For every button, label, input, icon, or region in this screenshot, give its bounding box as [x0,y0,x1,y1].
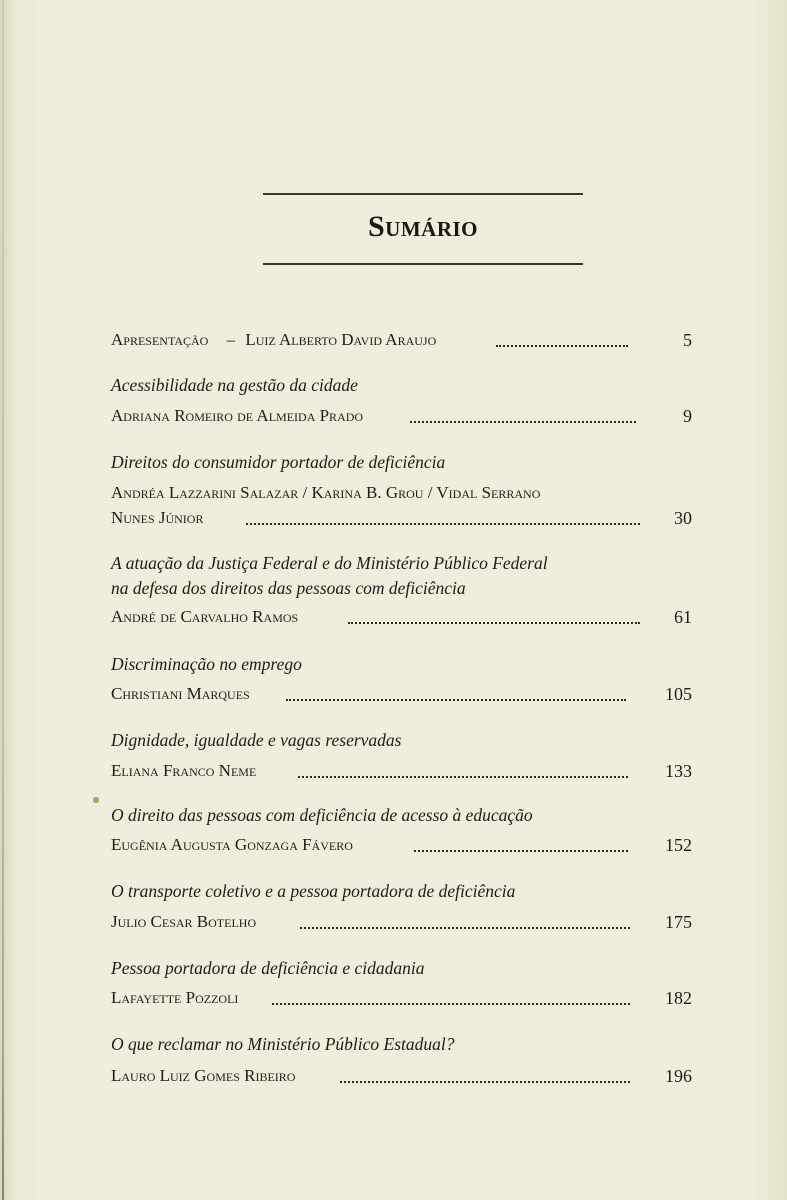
toc-page-number: 175 [665,912,692,932]
toc-entry-author-continued: Nunes Júnior [111,508,204,527]
toc-page-number: 61 [674,607,692,627]
toc-entry-topic: A atuação da Justiça Federal e do Ministério Público Federal [111,553,548,573]
toc-entry-author [111,330,436,350]
toc-entry-label: Apresentação [111,330,209,349]
top-rule [263,193,583,195]
toc-entry-author: Julio Cesar Botelho [111,912,257,931]
toc-page-number: 105 [665,684,692,704]
page-title: Sumário [367,210,478,243]
toc-page-number: 182 [665,988,692,1008]
toc-page-number: 30 [674,508,692,528]
toc-entry-author: Adriana Romeiro de Almeida Prado [111,406,364,425]
toc-entry-author-name: Luiz Alberto David Araujo [245,330,437,349]
dot-leader [272,1001,630,1005]
dot-leader [348,620,640,624]
toc-page-number: 152 [665,835,692,855]
toc-entry-author: Christiani Marques [111,684,250,703]
dot-leader [246,521,640,525]
toc-entry-topic-continued: na defesa dos direitos das pessoas com deficiência [111,578,466,598]
toc-entry-topic: O que reclamar no Ministério Público Estadual? [111,1034,455,1054]
toc-entry-author: Lafayette Pozzoli [111,988,239,1007]
dot-leader [340,1079,630,1083]
toc-entry-topic: Dignidade, igualdade e vagas reservadas [111,730,402,750]
toc-entry-topic: Pessoa portadora de deficiência e cidadania [111,958,425,978]
toc-page-number: 133 [665,761,692,781]
dot-leader [414,848,628,852]
toc-entry-separator: – [226,330,236,349]
toc-page-number: 5 [683,330,692,350]
dot-leader [410,419,636,423]
dot-leader [496,343,628,347]
toc-entry-topic: O transporte coletivo e a pessoa portadora de deficiência [111,881,516,901]
toc-entry-author: André de Carvalho Ramos [111,607,299,626]
toc-entry-topic: Direitos do consumidor portador de deficiência [111,452,446,472]
dot-leader [300,925,630,929]
toc-entry-author: Eliana Franco Neme [111,761,257,780]
page-edge [2,0,4,1200]
toc-entry-author: Andréa Lazzarini Salazar / Karina B. Grou / Vidal Serrano [111,483,541,502]
dot-leader [286,697,626,701]
paper-speck [93,797,99,803]
toc-entry-author: Lauro Luiz Gomes Ribeiro [111,1066,296,1085]
toc-entry-topic: Acessibilidade na gestão da cidade [111,375,358,395]
toc-entry-author: Eugênia Augusta Gonzaga Fávero [111,835,353,854]
toc-page-number: 196 [665,1066,692,1086]
toc-page-number: 9 [683,406,692,426]
bottom-rule [263,263,583,265]
toc-entry-topic: O direito das pessoas com deficiência de acesso à educação [111,805,533,825]
toc-entry-topic: Discriminação no emprego [111,654,302,674]
dot-leader [298,774,628,778]
